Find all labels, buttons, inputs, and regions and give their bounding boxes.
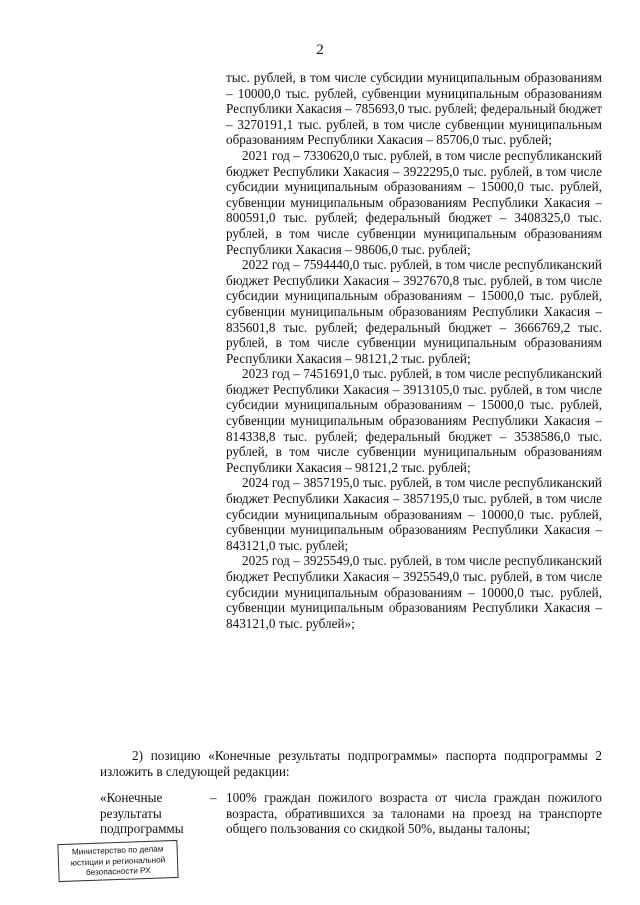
paragraph-2024: 2024 год – 3857195,0 тыс. рублей, в том числе республиканский бюджет Республики Хакасия – 3857195,0 тыс. рублей, в том числе субсидии муниципальным образованиям – 10000,0 тыс. рублей, субвенции муниципальным образованиям Республики Хакасия – 843121,0 тыс. рублей;	[226, 475, 602, 553]
stamp-line-1: Министерство по делам	[71, 844, 164, 857]
paragraph-2022: 2022 год – 7594440,0 тыс. рублей, в том числе республиканский бюджет Республики Хакасия – 3927670,8 тыс. рублей, в том числе субсидии муниципальным образованиям – 15000,0 тыс. рублей, субвенции муниципальным образованиям Республики Хакасия – 835601,8 тыс. рублей; федеральный бюджет – 3666769,2 тыс. рублей, в том числе субвенции муниципальным образованиям Республики Хакасия – 98121,2 тыс. рублей;	[226, 257, 602, 366]
results-value-text: 100% граждан пожилого возраста от числа граждан пожилого возраста, обратившихся за талонами на проезд на транспорте общего пользования со скидкой 50%, выданы талоны;	[226, 790, 602, 837]
stamp-line-2: юстиции и региональной	[70, 854, 166, 868]
page-number: 2	[316, 42, 324, 58]
paragraph-2023: 2023 год – 7451691,0 тыс. рублей, в том числе республиканский бюджет Республики Хакасия – 3913105,0 тыс. рублей, в том числе субсидии муниципальным образованиям – 15000,0 тыс. рублей, субвенции муниципальным образованиям Республики Хакасия – 814338,8 тыс. рублей; федеральный бюджет – 3538586,0 тыс. рублей, в том числе субвенции муниципальным образованиям Республики Хакасия – 98121,2 тыс. рублей;	[226, 366, 602, 475]
results-label: «Конечные результаты подпрограммы	[100, 790, 184, 837]
paragraph-2025: 2025 год – 3925549,0 тыс. рублей, в том числе республиканский бюджет Республики Хакасия – 3925549,0 тыс. рублей, в том числе субсидии муниципальным образованиям – 10000,0 тыс. рублей, субвенции муниципальным образованиям Республики Хакасия – 843121,0 тыс. рублей»;	[226, 553, 602, 631]
amendment-paragraph: 2) позицию «Конечные результаты подпрограммы» паспорта подпрограммы 2 изложить в следующей редакции:	[100, 748, 602, 779]
paragraph-2020-continued: тыс. рублей, в том числе субсидии муниципальным образованиям – 10000,0 тыс. рублей, субвенции муниципальным образованиям Республики Хакасия – 785693,0 тыс. рублей; федеральный бюджет – 3270191,1 тыс. рублей, в том числе субвенции муниципальным образованиям Республики Хакасия – 85706,0 тыс. рублей;	[226, 70, 602, 148]
ministry-stamp	[57, 840, 178, 882]
results-value	[210, 790, 602, 837]
stamp-line-3: безопасности РХ	[85, 865, 151, 878]
budget-text-column	[226, 70, 602, 631]
results-dash: –	[210, 790, 217, 805]
paragraph-2021: 2021 год – 7330620,0 тыс. рублей, в том числе республиканский бюджет Республики Хакасия – 3922295,0 тыс. рублей, в том числе субсидии муниципальным образованиям – 15000,0 тыс. рублей, субвенции муниципальным образованиям Республики Хакасия – 800591,0 тыс. рублей; федеральный бюджет – 3408325,0 тыс. рублей, в том числе субвенции муниципальным образованиям Республики Хакасия – 98606,0 тыс. рублей;	[226, 147, 602, 257]
